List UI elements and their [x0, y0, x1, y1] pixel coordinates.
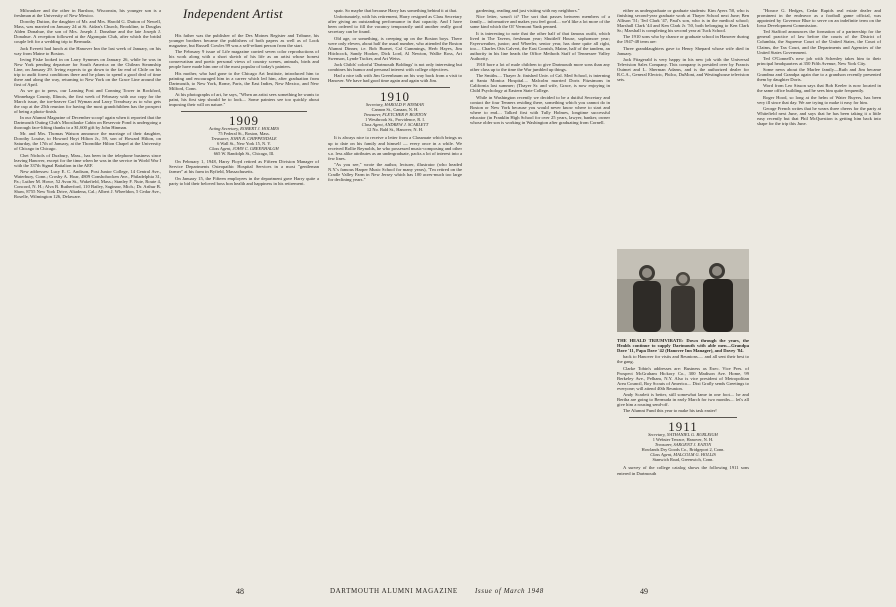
class-officer-line: 75 Federal St., Boston, Mass. [218, 131, 270, 137]
paragraph: It is always nice to receive a letter from a Classmate which brings us up to date on his family and himself — every once in a while. We received Rollie Reynolds, he who possessed music-composing and other s.o. less alike attributes as an undergraduate, packs a lot of interest into a few lines. [328, 135, 462, 161]
paragraph: Ted Stafford announces the formation of a partnership for the general practice of law before the courts of the District of Columbia, the Supreme Court of the United States, the Court of Claims, the Tax Court, and the Departments and Agencies of the United States Government. [757, 29, 881, 55]
paragraph: Had a nice talk with Jim Greenbaum on his way back from a visit to Hanover. We have had good time again and again with Jim. [328, 73, 462, 84]
class-officer-line: Class Agent, ANDREW J. SCARLETT [361, 122, 429, 128]
paragraph: Unfortunately, with his retirement, Harry resigned as Class Secretary after giving an outstanding performance in that capacity. And I have been ordered to fill the vacancy temporarily until another really good secretary can be found. [328, 14, 462, 35]
class-officer-line: 1 Webster Terrace, Hanover, N. H. [652, 437, 714, 443]
paragraph: Irving Fiske looked in on Larry Symmes on January 26, while he was in New York pending departure for South America on the Chilean Steamship Line, on January 29. Irving expects to go down to the far end of Chile on his trip to audit forest conditions there and he plans to spend a good deal of time there and along the way, returning to New York on the Grace Line around the first of April. [14, 56, 161, 88]
class-year-1909: 1909 [229, 113, 259, 129]
paragraph: Word from Leo Sisson says that Bob Keeler is now located in the same office building, and he sees him quite frequently. [757, 83, 881, 94]
column-5-lower [617, 338, 749, 582]
column-5 [617, 8, 749, 246]
class-officer-line: 1 Westbrook St., Providence, R. I. [365, 117, 425, 123]
photo-caption: THE HEALD TRIUMVIRATE: Down through the years, the Healds continue to supply Dartmouth with able men—Grandpa Dave '11, Papa Dave '42 (Hanover Inn Manager), and Davey '84. [617, 338, 749, 354]
class-officer-line: Treasurer, SARGENT J. EATON [654, 442, 712, 448]
paragraph: In our Alumni Magazine of December scoop! again when it reported that the Dartmouth Outing Club's Moosilauke Cabin on Reservoir Pond is undergoing a thorough face-lifting thanks to a $1,600 gift by John Hinman. [14, 114, 161, 130]
class-officer-line: Acting Secretary, ROBERT J. HOLMES [209, 126, 279, 132]
column-2 [169, 33, 319, 607]
paragraph: Jack Everett had lunch at the Hanover Inn the last week of January, on his way from Maine to Boston. [14, 45, 161, 56]
paragraph: Nice letter, wasn't it? The sort that passes between members of a family.... informative and makes you feel good.... we'd like a lot more of the same kind which the Ol' Vermont Yank penned. [470, 14, 610, 30]
paragraph: As we go to press, our Lansing Post and Conning Tower in Rockford, Winnebago County, Illinois, the first week of February with our copy for the March issue, the toe-heaver Carl Wyman and Larry Treadway as to who gets the cup at the 25th reunion for having the most grandchildren has the prospect of being a photo-finish. [14, 88, 161, 114]
class-officer-line: 12 No. Bald St., Hanover, N. H. [366, 127, 424, 133]
page-number-left: 48 [236, 587, 244, 596]
paragraph: gardening, reading and just visiting with my neighbors." [476, 8, 580, 13]
paragraph: Jack Childs' colorful 'Dartmouth Boldings' is not only interesting but combines his humor and personal interest with college objectives. [328, 62, 462, 73]
heald-family-photo [617, 249, 749, 332]
class-year-1911: 1911 [668, 419, 698, 435]
paragraph: George French writes that he wears three cheers for the party at Whitefield next June, and says that he has been taking it a little easy recently but that Phil McQuestion is getting him back into shape for the trip this June. [757, 105, 881, 127]
column-3 [328, 8, 462, 582]
paragraph: spair. So maybe that because Harry has something behind it at that. [334, 8, 458, 13]
divider [340, 87, 450, 88]
paragraph: back to Hanover for visits and Reunions..... and all sent their best to the gang. [617, 354, 749, 365]
paragraph: Andy Scarlett is better, still somewhat lame in one foot.... he and Bertha are going to Bermuda in early March for two months.... let's all give him a rousing send-off. [617, 392, 749, 408]
paragraph: 1910 bore a lot of male children to give Dartmouth more sons than any other class up to the time the War jumbled up things. [470, 62, 610, 73]
paragraph: "Horace G. Hedges, Cedar Rapids real estate dealer and prominent in the endeavor as a football game official, was appointed by Governor Blue to serve on an indefinite term on the Iowa Development Commission. [757, 8, 881, 29]
paragraph: At his photographs of art, he says, "When an artist sees something he wants to paint, his first step should be to look.... Some painters see too quickly about imposing their will on nature." [169, 92, 319, 108]
paragraph: Milwaukee and the other in Barsboo, Wisconsin, his younger son is a freshman at the University of New Mexico. [14, 8, 161, 19]
column-4 [470, 8, 610, 582]
paragraph: Chet Nichols of Duxbury, Mass., has been in the telephone business since leaving Hanover, except for the time when he was in the service in World War I with the 337th Signal Battalion in the AEF. [14, 152, 161, 168]
class-year-1910: 1910 [380, 89, 410, 105]
paragraph: Roger Hood, so long at the helm of Water Buyers, has been very ill since that day. We are trying to make it easy for him. [757, 94, 881, 105]
paragraph: "As you see," wrote the author, lecturer, illustrator (who headed N.Y.'s famous Harper Music School for many years), "I'm retired on the Cradle Valley Farm in New Jersey which has 100 acres-much too large for declining years." [328, 161, 462, 183]
class-officer-line: 665 W. Randolph St., Chicago, Ill. [213, 151, 275, 157]
class-officer-line: Secretary, HAROLD P. HINMAN [365, 102, 425, 108]
paragraph: Clarke Tobin's addresses are: Business as Exec. Vice Pres. of Prospect McGraham Hickory Co., 300 Madison Ave. Home, 99 Berkeley Ave., Pelham, N.Y. Also is vice president of Metropolitan Area Council, Boy Scouts of America.... Dixi Grafly sends Greetings to everyone; will attend 40th Reunion. [617, 365, 749, 391]
paragraph: It is interesting to note that the other half of that famous outfit, which lived in The Tavern, freshman year; Shuttleff House, sophomore year; Fayerweather, junior; and Wheeler, senior year, has done quite all right, too.... Charles Otis Calvert, the East Cornish, Maine, half of the tandem, an authority in his line heads the Office Methods Staff of Tennessee Valley Authority. [470, 30, 610, 61]
class-officer-line: Treasurer, JOHN R. CHIPPENDALE [211, 136, 277, 142]
paragraph: Some news about the Marlee family—Ruth and Jim became Grandma and Grandpa again due to a grandson recently presented them by daughter Doris. [757, 67, 881, 83]
page-number-right: 49 [640, 587, 648, 596]
paragraph: The Alumni Fund this year to make his task easier! [623, 408, 717, 414]
paragraph: While in Washington recently we decided to be a dutiful Secretary and contact the four Tenners residing there, something which you cannot do in Boston or New York because you would never know where to start and where to end.... Talked first with Tully Holmes, longtime successful educator (in Franklin High School for over 25 years, lawyer, banker, owner whose older son is working in Washington after graduating from Cornell. [470, 94, 610, 125]
column-6 [757, 8, 881, 582]
paragraph: Old age, or something, is creeping up on the Boston boys. There were only eleven, about half the usual number, who attended the Boston Alumni Dinner, i.e. Bob Burnet, Cal Cummings, Herb Hayes, Jim Hitchcock, Sandy Hooker, Dick Lord, Al Newton, Wallie Ross, Art Swenson, Lynde Tucker, and Art Weiss. [328, 35, 462, 61]
class-officer-line: Class Agent, MALCOLM G. HOLLIS [650, 452, 716, 458]
paragraph: The Smiths.... Thayer Jr. finished Univ. of Cal. Med School, is interning at Santa Monica Hospital.... Malcolm married Doris Fitzsimons in California last summer; (Thayer Sr. and wife, Grace, is now enjoying in Child Psychology at Eastern State College. [470, 73, 610, 94]
column-1 [14, 8, 161, 582]
paragraph: Jack Fitzgerald is very happy in his new job with the Universal Television Sales Company. This company is presided over by Francis Ouimet and L. Sherman Adams, and is the authorized dealer for R.C.A., General Electric, Philco, DuMont, and Westinghouse television sets. [617, 56, 749, 83]
paragraph: either as undergraduate or graduate students: Kim Ayers '50, who is finishing second-year graduate work at Thayer School next June; Ben Allison '51; Ted Clark '47, Paul's son, who is in the medical school; Marshall Clark '44 and Ken Clark Jr. '50, both belonging to Ken Clark Sr.; Marshall is completing his second year at Tuck School. [617, 8, 749, 34]
class-officer-line: 6 Wall St., New York 15, N. Y. [217, 141, 271, 147]
paragraph: Dorothy Dutton, the daughter of Mr. and Mrs. Harold G. Dutton of Newell, Mass, was married on January 24 at St. Aidan's Church, Brookline, to Douglas Alden Donahue, the son of Mrs. Joseph J. Donahue and the late Joseph J. Donahue. A reception followed at the Algonquin Club, after which the bridal couple left for a wedding trip to Bermuda. [14, 19, 161, 45]
paragraph: His mother, who had gone to the Chicago Art Institute, introduced him to painting and encouraged him in a career which led him, after graduation from Dartmouth, to New York, Rome, Paris, the East Indies, New Mexico, and New Milford, Conn. [169, 70, 319, 91]
paragraph: His father was the publisher of the Des Moines Register and Tribune, his younger brothers became the publishers of both papers as well as of Look magazine, but Russell Cowles 99 was a self-reliant person from the start. [169, 33, 319, 49]
class-officer-line: Secretary, NATHANIEL G. BURLEIGH [648, 432, 718, 438]
class-officer-line: Class Agent, JOHN C. GREENHALGH [209, 146, 279, 152]
paragraph: A survey of the college catalog shows the following 1911 sons entered in Dartmouth [617, 465, 749, 476]
divider [629, 417, 737, 418]
class-officer-line: Cannon St., Canaan, N. H. [371, 107, 419, 113]
divider [181, 111, 307, 112]
paragraph: The 1910 sons who by chance or graduate school in Hanover during the 1947-48 term are: [617, 34, 749, 45]
paragraph: The February 9 issue of Life magazine carried seven color reproductions of his work along with a short sketch of his life as an artist whose honest conservatism and poetic personal views of country scenes, animals, birds and people have made him one of the most popular of today's painters. [169, 49, 319, 70]
paragraph: On January 15, the Fifteen employees in the department gave Harry quite a party to bid their beloved boss bon health and happiness in his retirement. [169, 175, 319, 186]
paragraph: New addresses: Lucy E. C. Andison, Post Junior College, 14 Central Ave., Waterbury, Conn.; Crosby A. Hoar, 4809 Conshohocken Ave., Philadelphia 31, Pa.; Luther M. Howe, 52 Avon St., Wakefield, Mass.; Stanley F. Nute, Route 4, Concord, N. H.; Alva B. Rutherford, 110 Bailey, Saginaw, Mich.; Dr. Arthur B. Shaw, 8755 New York Drive, Altadena, Cal.; Albert J. Wheeldon, 5 Cedar Ave., Roselle, Wilmington 126, Delaware. [14, 168, 161, 200]
magazine-title: DARTMOUTH ALUMNI MAGAZINE [330, 587, 458, 595]
paragraph: Three granddaughters gave to Henry Shepard whose wife died in January. [617, 45, 749, 56]
paragraph: Ted O'Connell's new job with Schenley takes him to their principal headquarters at 350 Fifth Avenue, New York City. [757, 55, 881, 66]
class-officer-line: Treasurer, FLETCHER P. BURTON [363, 112, 427, 118]
issue-date: Issue of March 1948 [475, 587, 544, 595]
paragraph: Mr. and Mrs. Thomas Watson announce the marriage of their daughter, Dorothy Louise, to Howard Hoyt Hilton Jr., 59, son of Howard Hilton, on Saturday, the 17th of January, at the Thorndike Hilton Chapel at the University of Chicago in Chicago. [14, 131, 161, 152]
class-officer-line: Howlands Dry Goods Co., Bridgeport 2, Conn. [641, 447, 725, 453]
section-heading: Independent Artist [183, 6, 283, 21]
class-officer-line: Stanwich Road, Greenwich, Conn. [652, 457, 714, 463]
paragraph: On February 1, 1948, Harry Floyd retired as Fifteen Division Manager of Service Departments Osteopathic Hospital Services in a most "gentleman farmer" at his farm in Byfield, Massachusetts. [169, 159, 319, 175]
